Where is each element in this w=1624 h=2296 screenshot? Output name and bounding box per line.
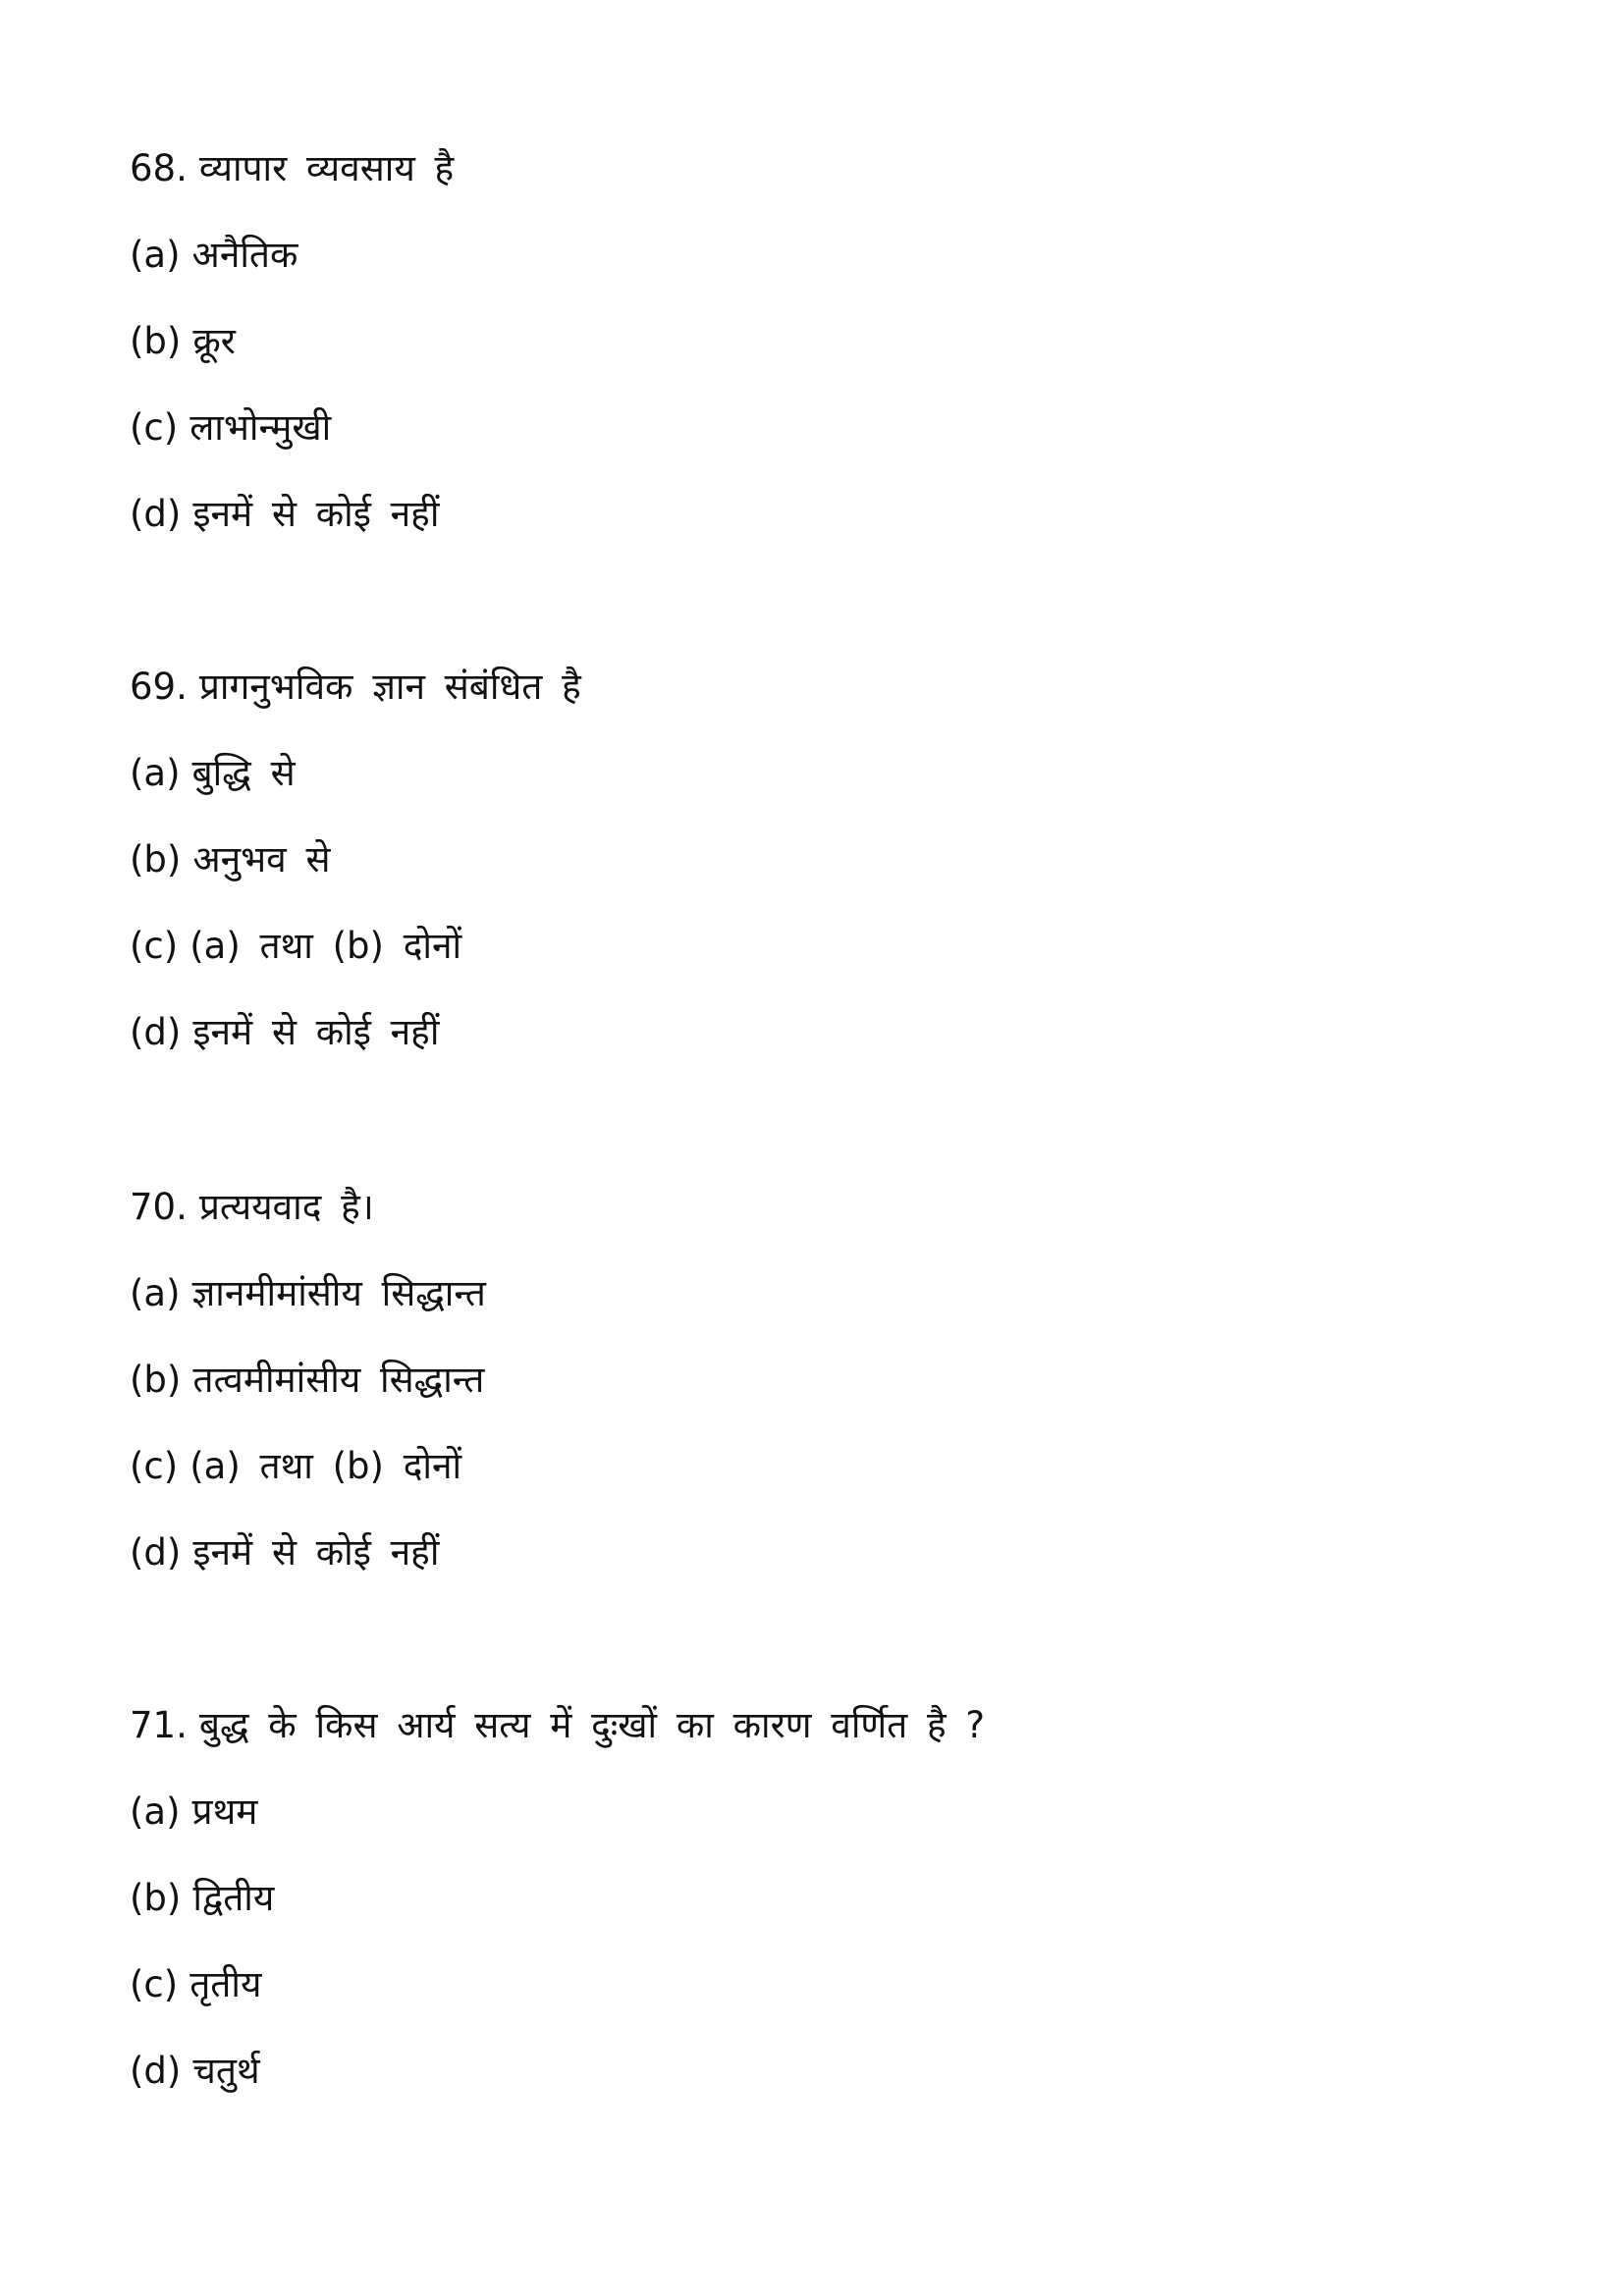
option-label: (a) (130, 752, 181, 794)
question-text (130, 126, 454, 212)
answer-option (130, 1942, 985, 2028)
option-label: (c) (130, 1445, 179, 1487)
question-text (130, 1682, 985, 1769)
question-block (130, 126, 454, 558)
option-label: (a) (130, 1790, 181, 1833)
question-number: 71. (130, 1704, 188, 1746)
answer-option (130, 471, 454, 558)
answer-option (130, 817, 581, 903)
answer-option (130, 989, 581, 1076)
option-label: (d) (130, 2050, 182, 2092)
question-block (130, 644, 581, 1076)
answer-option (130, 903, 581, 989)
option-text: तत्वमीमांसीय सिद्धान्त (192, 1359, 485, 1401)
question-stem: प्रत्ययवाद है। (198, 1186, 374, 1228)
answer-option (130, 1337, 486, 1423)
question-stem: प्रागनुभविक ज्ञान संबंधित है (198, 666, 581, 708)
option-text: द्वितीय (192, 1877, 275, 1919)
option-label: (c) (130, 406, 179, 449)
option-label: (d) (130, 493, 182, 535)
answer-option (130, 1769, 985, 1855)
answer-option (130, 1855, 985, 1942)
option-text: बुद्धि से (191, 752, 296, 794)
answer-option (130, 2028, 985, 2114)
option-label: (d) (130, 1531, 182, 1574)
option-text: अनैतिक (191, 234, 298, 276)
option-label: (c) (130, 925, 179, 967)
question-block (130, 1164, 486, 1596)
question-stem: बुद्ध के किस आर्य सत्य में दुःखों का कारण वर्णित है ? (198, 1704, 986, 1746)
answer-option (130, 212, 454, 298)
option-text: चतुर्थ (192, 2050, 260, 2092)
option-text: (a) तथा (b) दोनों (189, 1445, 462, 1487)
option-label: (d) (130, 1011, 182, 1053)
option-label: (c) (130, 1963, 179, 2005)
answer-option (130, 1423, 486, 1510)
question-number: 70. (130, 1186, 188, 1228)
option-text: प्रथम (191, 1790, 258, 1833)
option-label: (a) (130, 1272, 181, 1314)
option-text: इनमें से कोई नहीं (192, 1011, 440, 1053)
option-label: (a) (130, 234, 181, 276)
option-text: अनुभव से (192, 838, 331, 881)
option-text: तृतीय (189, 1963, 262, 2005)
answer-option (130, 385, 454, 471)
option-text: इनमें से कोई नहीं (192, 493, 440, 535)
question-text (130, 644, 581, 730)
question-number: 68. (130, 147, 188, 189)
option-text: (a) तथा (b) दोनों (189, 925, 462, 967)
option-text: क्रूर (192, 320, 236, 362)
option-label: (b) (130, 320, 182, 362)
option-text: इनमें से कोई नहीं (192, 1531, 440, 1574)
answer-option (130, 730, 581, 817)
question-block (130, 1682, 985, 2114)
question-stem: व्यापार व्यवसाय है (198, 147, 455, 189)
option-label: (b) (130, 1359, 182, 1401)
option-label: (b) (130, 838, 182, 881)
answer-option (130, 298, 454, 385)
answer-option (130, 1510, 486, 1596)
answer-option (130, 1251, 486, 1337)
option-text: ज्ञानमीमांसीय सिद्धान्त (191, 1272, 486, 1314)
question-text (130, 1164, 486, 1251)
question-number: 69. (130, 666, 188, 708)
option-text: लाभोन्मुखी (189, 406, 332, 449)
option-label: (b) (130, 1877, 182, 1919)
